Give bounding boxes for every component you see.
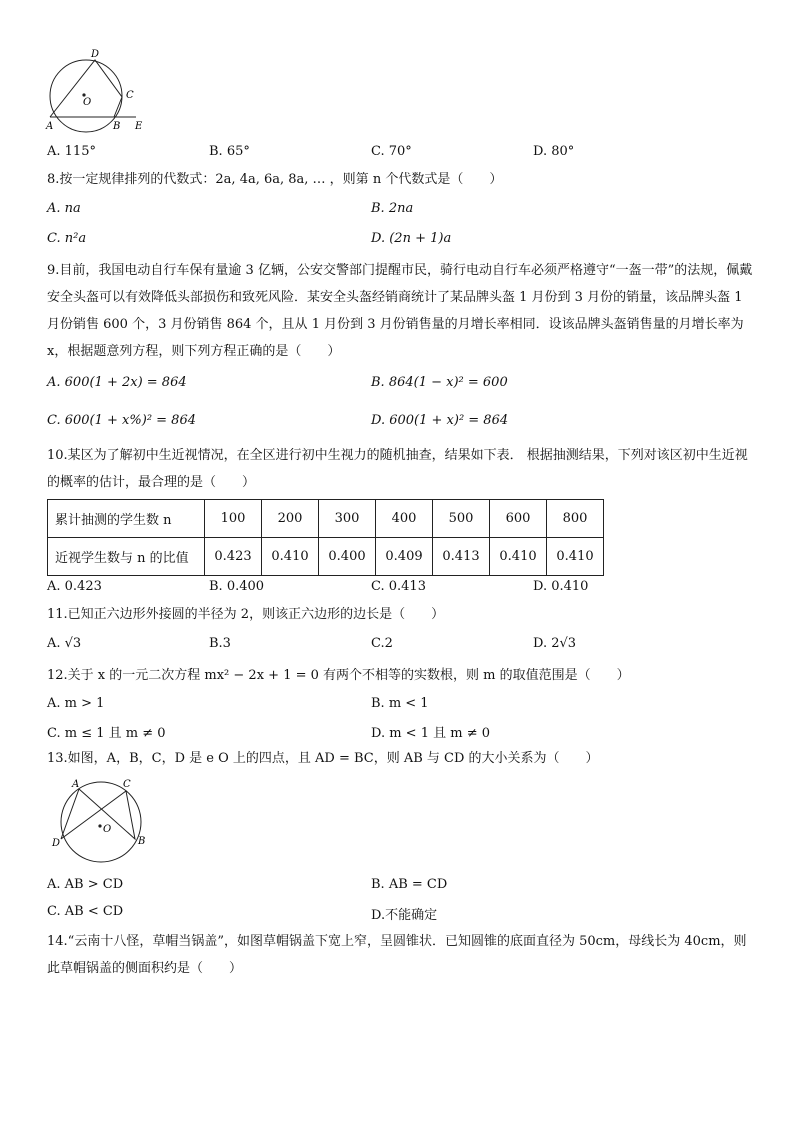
q7-option-b: B. 65° bbox=[209, 144, 250, 159]
q7-circle-figure bbox=[40, 46, 160, 136]
table-cell: 300 bbox=[319, 500, 376, 538]
q7-option-a: A. 115° bbox=[47, 144, 96, 159]
q7-option-d: D. 80° bbox=[533, 144, 575, 159]
table-cell: 0.423 bbox=[205, 538, 262, 576]
q12-option-a: A. m > 1 bbox=[47, 696, 105, 711]
label-c: C bbox=[126, 90, 134, 101]
table-cell: 100 bbox=[205, 500, 262, 538]
q13-stem: 13.如图，A，B，C，D 是 e O 上的四点，且 AD = BC，则 AB 与 CD 的大小关系为（ ） bbox=[47, 751, 599, 766]
center-point bbox=[98, 824, 101, 827]
label-c: C bbox=[123, 779, 131, 790]
q10-option-b: B. 0.400 bbox=[209, 579, 265, 594]
q8-option-b: B. 2na bbox=[371, 201, 414, 216]
table-cell: 0.410 bbox=[547, 538, 604, 576]
table-cell: 0.400 bbox=[319, 538, 376, 576]
q8-option-a: A. na bbox=[47, 201, 81, 216]
table-head-cell: 近视学生数与 n 的比值 bbox=[48, 538, 205, 576]
table-row bbox=[48, 538, 604, 576]
table-cell: 0.409 bbox=[376, 538, 433, 576]
q10-option-c: C. 0.413 bbox=[371, 579, 426, 594]
q11-option-a: A. √3 bbox=[47, 636, 82, 651]
table-cell: 0.413 bbox=[433, 538, 490, 576]
q11-option-b: B.3 bbox=[209, 636, 231, 651]
label-a: A bbox=[46, 121, 54, 132]
q10-option-d: D. 0.410 bbox=[533, 579, 589, 594]
q13-option-b: B. AB = CD bbox=[371, 877, 448, 892]
q12-stem: 12.关于 x 的一元二次方程 mx² − 2x + 1 = 0 有两个不相等的实数根，则 m 的取值范围是（ ） bbox=[47, 668, 630, 683]
circle-o bbox=[61, 782, 141, 862]
q13-circle-figure bbox=[48, 776, 158, 872]
table-cell: 600 bbox=[490, 500, 547, 538]
table-cell: 200 bbox=[262, 500, 319, 538]
label-b: B bbox=[113, 121, 121, 132]
chords bbox=[61, 789, 135, 839]
label-o: O bbox=[103, 824, 112, 835]
table-cell: 800 bbox=[547, 500, 604, 538]
table-cell: 400 bbox=[376, 500, 433, 538]
q10-option-a: A. 0.423 bbox=[47, 579, 102, 594]
label-d: D bbox=[52, 838, 61, 849]
q10-table bbox=[47, 499, 604, 576]
label-b: B bbox=[138, 836, 146, 847]
q12-option-c: C. m ≤ 1 且 m ≠ 0 bbox=[47, 726, 166, 741]
q12-option-d: D. m < 1 且 m ≠ 0 bbox=[371, 726, 490, 741]
chord-adcb bbox=[50, 60, 122, 117]
q8-option-d: D. (2n + 1)a bbox=[371, 231, 452, 246]
q13-option-c: C. AB < CD bbox=[47, 904, 124, 919]
q11-option-d: D. 2√3 bbox=[533, 636, 577, 651]
table-head-cell: 累计抽测的学生数 n bbox=[48, 500, 205, 538]
q9-option-b: B. 864(1 − x)² = 600 bbox=[371, 375, 508, 390]
q9-option-d: D. 600(1 + x)² = 864 bbox=[371, 413, 509, 428]
q8-option-c: C. n²a bbox=[47, 231, 87, 246]
q9-option-a: A. 600(1 + 2x) = 864 bbox=[47, 375, 187, 390]
label-d: D bbox=[91, 49, 100, 60]
table-cell: 0.410 bbox=[490, 538, 547, 576]
table-cell: 500 bbox=[433, 500, 490, 538]
q11-stem: 11.已知正六边形外接圆的半径为 2，则该正六边形的边长是（ ） bbox=[47, 607, 445, 622]
q9-stem: 9.目前，我国电动自行车保有量逾 3 亿辆，公安交警部门提醒市民，骑行电动自行车必须严格遵守“一盔一带”的法规，佩戴安全头盔可以有效降低头部损伤和致死风险．某安全头盔经销商统计了某品牌头盔 1 月份到 3 月份的销量，该品牌头盔 1 月份销售 600 个，3 月份销售 864 个，且从 1 月份到 3 月份销售量的月增长率相同．设该品牌头盔销售量的月增长率为 x，根据题意列方程，则下列方程正确的是（ ） bbox=[47, 263, 753, 359]
q10-stem: 10.某区为了解初中生近视情况，在全区进行初中生视力的随机抽查，结果如下表． 根据抽测结果，下列对该区初中生近视的概率的估计，最合理的是（ ） bbox=[47, 448, 748, 490]
table-cell: 0.410 bbox=[262, 538, 319, 576]
q9-option-c: C. 600(1 + x%)² = 864 bbox=[47, 413, 196, 428]
q11-option-c: C.2 bbox=[371, 636, 393, 651]
q14-stem: 14.“云南十八怪，草帽当锅盖”，如图草帽锅盖下宽上窄，呈圆锥状．已知圆锥的底面直径为 50cm，母线长为 40cm，则此草帽锅盖的侧面积约是（ ） bbox=[47, 934, 747, 976]
q13-option-d: D.不能确定 bbox=[371, 908, 438, 923]
q8-stem: 8.按一定规律排列的代数式：2a, 4a, 6a, 8a, … ，则第 n 个代数式是（ ） bbox=[47, 172, 503, 187]
q12-option-b: B. m < 1 bbox=[371, 696, 429, 711]
label-e: E bbox=[135, 121, 143, 132]
q7-option-c: C. 70° bbox=[371, 144, 412, 159]
label-o: O bbox=[83, 97, 92, 108]
label-a: A bbox=[72, 779, 80, 790]
q13-option-a: A. AB > CD bbox=[47, 877, 124, 892]
table-row bbox=[48, 500, 604, 538]
